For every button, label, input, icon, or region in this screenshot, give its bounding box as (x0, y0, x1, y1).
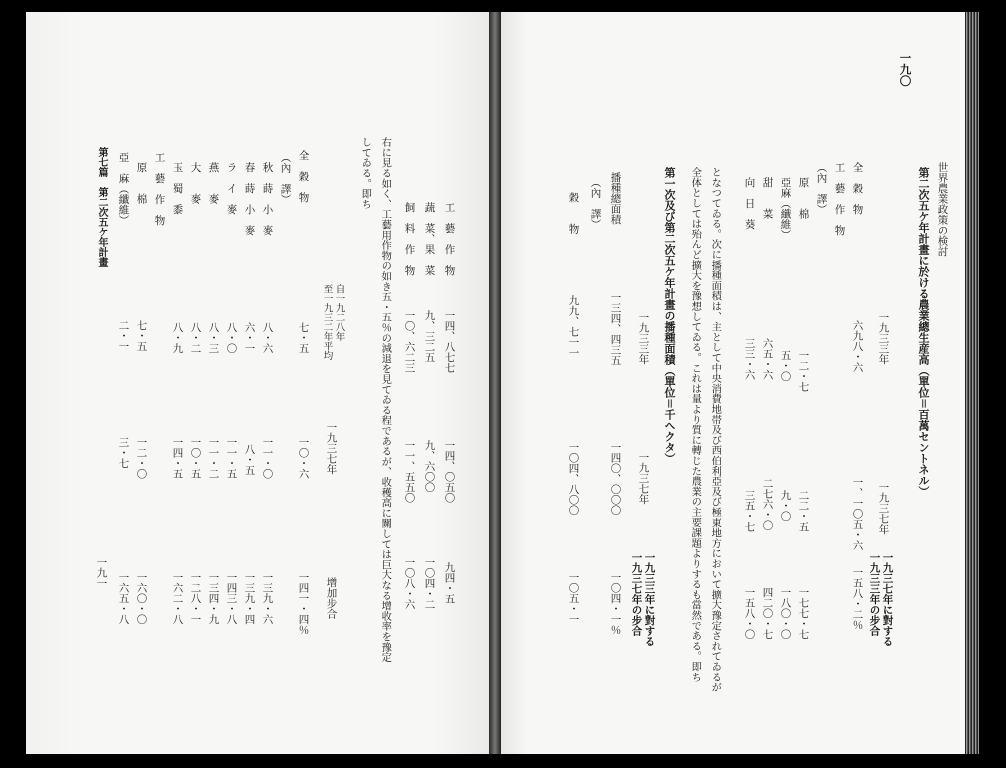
cell-rate: 四二〇・七 (761, 587, 774, 640)
cell-1937: 三五・七 (743, 490, 756, 532)
paragraph-line: となつてゐる。次に播種面積は、主として中央消費地帯及び西伯利亞及び極東地方において擴大豫定されてゐるが (709, 167, 722, 693)
cell-rate: 一七七・七 (797, 587, 810, 640)
s1-col-rate-b: 一九三三年の步合 (868, 552, 881, 636)
row-label: 工 藝 作 物 (833, 162, 846, 236)
page-edges (965, 12, 979, 754)
cell-rate: 一四一・四％ (297, 572, 310, 635)
cell-rate: 一四三・八 (225, 572, 238, 625)
cell-1937: 一四〇、〇〇〇 (609, 442, 622, 516)
cell-1933: 一〇、六二三 (403, 310, 416, 373)
row-label: 原 棉 (797, 177, 810, 219)
cell-1937: 一〇四、八〇〇 (567, 442, 580, 516)
cell-avg: 八・〇 (225, 322, 238, 354)
page-number: 一九一 (95, 557, 108, 589)
cell-rate: 一〇四・二 (423, 557, 436, 610)
cell-1937: 一〇・五 (189, 437, 202, 479)
page-number: 一九〇 (898, 52, 913, 87)
cell-1937: 九・〇 (779, 490, 792, 522)
s2-col-1933: 一九三三年 (637, 312, 650, 365)
cell-1933: 一二・七 (797, 350, 810, 392)
cell-1937: 一一・五 (225, 437, 238, 479)
cell-1937: 三・七 (117, 437, 130, 469)
cell-1933: 六五・六 (761, 338, 774, 380)
cell-1937: 二七六・〇 (761, 478, 774, 531)
s3-col-avg-a: 自一九二八年 (333, 284, 345, 341)
running-footer: 第七篇 第二次五ケ年計畫 (96, 147, 107, 267)
cell-rate: 一三九・六 (261, 572, 274, 625)
paragraph-line: 右に見る如く、工藝用作物の如き五・五％の減退を見てゐる程であるが、收穫高に關しては巨大なる增收率を豫定 (379, 137, 392, 663)
cell-1933: 一四、八七七 (443, 310, 456, 373)
s1-col-1937: 一九三七年 (877, 482, 890, 535)
cell-avg: 六・一 (243, 322, 256, 354)
row-label: 原 棉 (135, 162, 148, 204)
cell-1937: 一二・〇 (135, 437, 148, 479)
cell-rate: 一〇八・六 (403, 557, 416, 610)
cell-avg: 八・六 (261, 322, 274, 354)
s3-col-avg-b: 至一九三二年平均 (321, 284, 333, 360)
row-label: 全 穀 物 (297, 150, 310, 203)
row-label: 工 藝 作 物 (443, 202, 456, 276)
cell-avg: 二・一 (117, 320, 130, 352)
running-head: 世界農業政策の検討 (936, 162, 949, 257)
cell-1937: 一一・〇 (261, 437, 274, 479)
cell-1937: 一一・二 (207, 437, 220, 479)
row-label: 秋 蒔 小 麥 (261, 162, 274, 236)
cell-rate: 一六五・八 (117, 572, 130, 625)
cell-avg: 七・五 (297, 322, 310, 354)
cell-1937: 一一、五五〇 (403, 440, 416, 503)
cell-rate: 一六二・八 (171, 572, 184, 625)
s3-col-1937: 一九三七年 (325, 422, 338, 475)
cell-1937: 一〇・六 (297, 437, 310, 479)
cell-avg: 八・九 (171, 322, 184, 354)
cell-rate: 一六〇・〇 (135, 572, 148, 625)
cell-rate: 一五八・二％ (851, 567, 864, 630)
row-label: 播種總面積 (609, 172, 622, 225)
paragraph-line: 全体としては殆んど擴大を豫想してゐる。これは量より質に轉じた農業の主要課題よりするも當然である。即ち (689, 167, 702, 682)
section1-title: 第二次五ケ年計畫に於ける農業總生産高（單位＝百萬セントネル） (917, 167, 930, 497)
s1-col-1933: 一九三三年 (877, 312, 890, 365)
cell-avg: 八・三 (207, 322, 220, 354)
row-label: 春 蒔 小 麥 (243, 162, 256, 236)
paragraph-line: してゐる。即ち (359, 137, 372, 210)
row-label: 亞 麻（纖維） (117, 152, 130, 226)
left-page (26, 12, 490, 754)
row-label: （內 譯） (815, 162, 828, 215)
cell-1933: 九九、七一一 (567, 295, 580, 358)
row-label: （內 譯） (279, 152, 292, 205)
row-label: 蔬 菜、果 菜 (423, 202, 436, 276)
row-label: 甜 菜 (761, 177, 774, 219)
row-label: 亞麻（纖維） (779, 177, 792, 240)
cell-1937: 一四・五 (171, 437, 184, 479)
cell-1937: 八・五 (243, 444, 256, 476)
cell-1933: 五・〇 (779, 350, 792, 382)
book-gutter (489, 12, 501, 754)
section2-title: 第一次及び第二次五ケ年計畫の播種面積（單位＝千ヘクタ） (663, 167, 676, 464)
s2-col-rate-a: 一九三三年に對する (643, 552, 656, 647)
row-label: 玉 蜀 黍 (171, 162, 184, 215)
cell-1937: 二二・五 (797, 490, 810, 532)
row-label: 全 穀 物 (851, 162, 864, 215)
row-label: 工 藝 作 物 (153, 152, 166, 226)
row-label: 飼 料 作 物 (403, 202, 416, 276)
cell-rate: 一三四・九 (207, 572, 220, 625)
row-label: 向 日 葵 (743, 177, 756, 230)
cell-rate: 一三九・四 (243, 572, 256, 625)
row-label: 穀 物 (567, 192, 580, 234)
s2-col-1937: 一九三七年 (637, 452, 650, 505)
s2-col-rate-b: 一九三七年の步合 (630, 552, 643, 636)
row-label: ラ イ 麥 (225, 162, 238, 215)
cell-rate: 一五八・〇 (743, 587, 756, 640)
s1-col-rate-a: 一九三七年に對する (881, 552, 894, 647)
cell-1933: 六九八・六 (851, 320, 864, 373)
cell-avg: 八・二 (189, 322, 202, 354)
s3-col-rate: 增加步合 (325, 577, 338, 619)
cell-1933: 一三四、四三五 (609, 292, 622, 366)
row-label: （內 譯） (589, 177, 602, 230)
cell-1933: 九、三二五 (423, 310, 436, 363)
cell-1937: 一、一〇五・六 (851, 477, 864, 551)
row-label: 大 麥 (189, 162, 202, 204)
cell-rate: 一〇五・一 (567, 572, 580, 625)
cell-rate: 一二八・一 (189, 572, 202, 625)
row-label: 燕 麥 (207, 162, 220, 204)
cell-avg: 七・五 (135, 320, 148, 352)
cell-rate: 九四・五 (443, 562, 456, 604)
cell-1933: 三三・六 (743, 338, 756, 380)
cell-1937: 一四、〇五〇 (443, 440, 456, 503)
cell-1937: 九、六〇〇 (423, 440, 436, 493)
cell-rate: 一〇四・一％ (609, 572, 622, 635)
cell-rate: 一八〇・〇 (779, 587, 792, 640)
right-page (500, 12, 965, 754)
